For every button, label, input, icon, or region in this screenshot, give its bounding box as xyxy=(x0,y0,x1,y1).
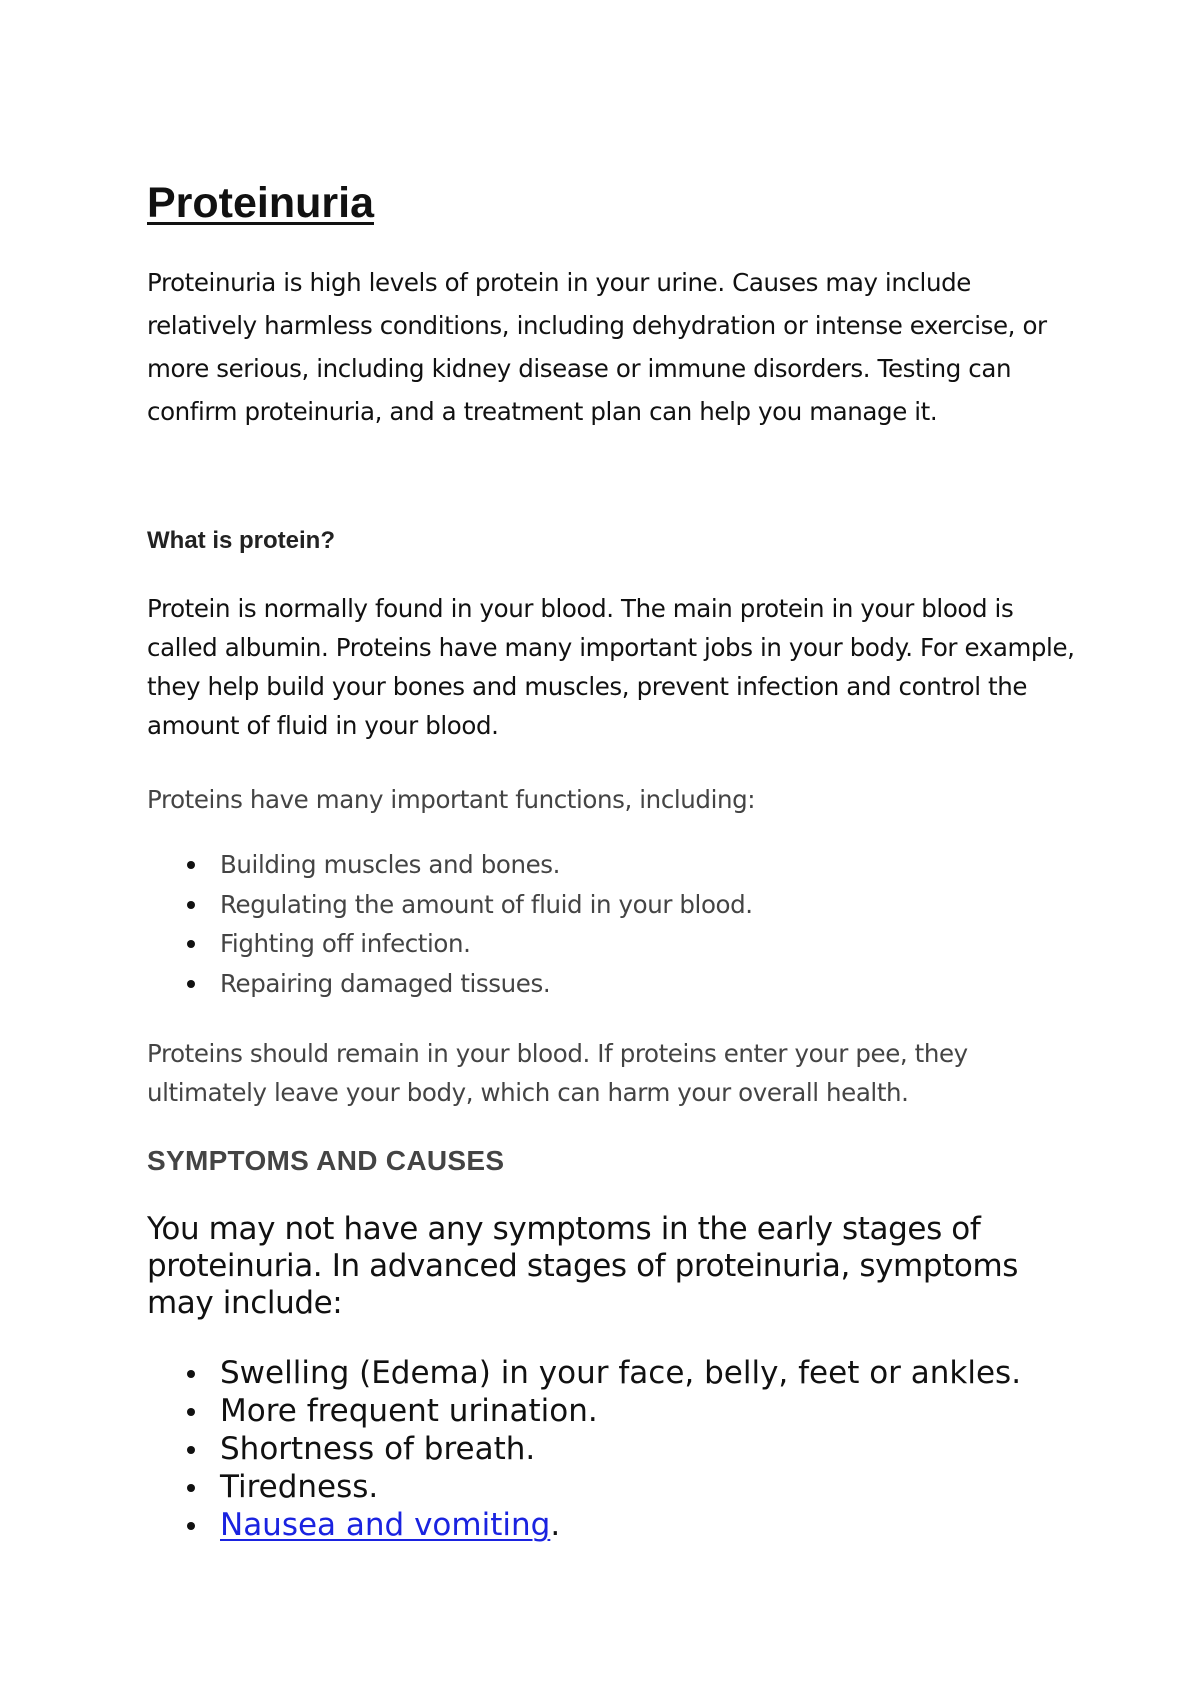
symptoms-intro: You may not have any symptoms in the early stages of proteinuria. In advanced stages of proteinuria, symptoms may include: xyxy=(147,1211,1018,1321)
list-item xyxy=(147,1468,1021,1506)
bullet-icon xyxy=(187,901,195,909)
bullet-icon xyxy=(187,861,195,869)
protein-paragraph: Protein is normally found in your blood. The main protein in your blood is called albumin. Proteins have many important jobs in your body. For example, they help build your bones and muscles, prevent infection and control the amount of fluid in your blood. xyxy=(147,594,1075,740)
list-item-text: Building muscles and bones. xyxy=(220,850,561,879)
list-item xyxy=(147,1430,1021,1468)
bullet-icon xyxy=(187,1522,195,1530)
list-item xyxy=(147,1392,1021,1430)
bullet-icon xyxy=(187,1370,195,1378)
list-item xyxy=(147,1506,1021,1544)
bullet-icon xyxy=(187,940,195,948)
list-item-text: Tiredness. xyxy=(220,1469,379,1505)
list-item-text: More frequent urination. xyxy=(220,1393,598,1429)
list-item xyxy=(147,964,753,1004)
list-item-text: Regulating the amount of fluid in your blood. xyxy=(220,889,753,919)
list-item-text: Swelling (Edema) in your face, belly, feet or ankles. xyxy=(220,1355,1022,1391)
list-item-text: Fighting off infection. xyxy=(220,929,471,958)
functions-intro: Proteins have many important functions, including: xyxy=(147,785,756,814)
list-item xyxy=(147,1354,1021,1392)
list-item-text: Repairing damaged tissues. xyxy=(220,968,551,998)
list-item xyxy=(147,924,753,964)
intro-paragraph: Proteinuria is high levels of protein in your urine. Causes may include relatively harmless conditions, including dehydration or intense exercise, or more serious, including kidney disease or immune disorders. Testing can confirm proteinuria, and a treatment plan can help you manage it. xyxy=(147,268,1047,426)
bullet-icon xyxy=(187,1408,195,1416)
nausea-vomiting-link[interactable]: Nausea and vomiting xyxy=(220,1507,551,1543)
symptoms-list xyxy=(147,1354,1021,1544)
bullet-icon xyxy=(187,980,195,988)
blood-proteins-paragraph: Proteins should remain in your blood. If proteins enter your pee, they ultimately leave your body, which can harm your overall health. xyxy=(147,1039,968,1107)
functions-list xyxy=(147,845,753,1003)
link-suffix: . xyxy=(550,1507,561,1543)
symptoms-causes-heading: SYMPTOMS AND CAUSES xyxy=(147,1145,505,1176)
list-item xyxy=(147,885,753,925)
list-item-text: Shortness of breath. xyxy=(220,1431,536,1467)
list-item xyxy=(147,845,753,885)
what-is-protein-heading: What is protein? xyxy=(147,527,335,554)
page-title: Proteinuria xyxy=(147,179,374,227)
bullet-icon xyxy=(187,1484,195,1492)
bullet-icon xyxy=(187,1446,195,1454)
